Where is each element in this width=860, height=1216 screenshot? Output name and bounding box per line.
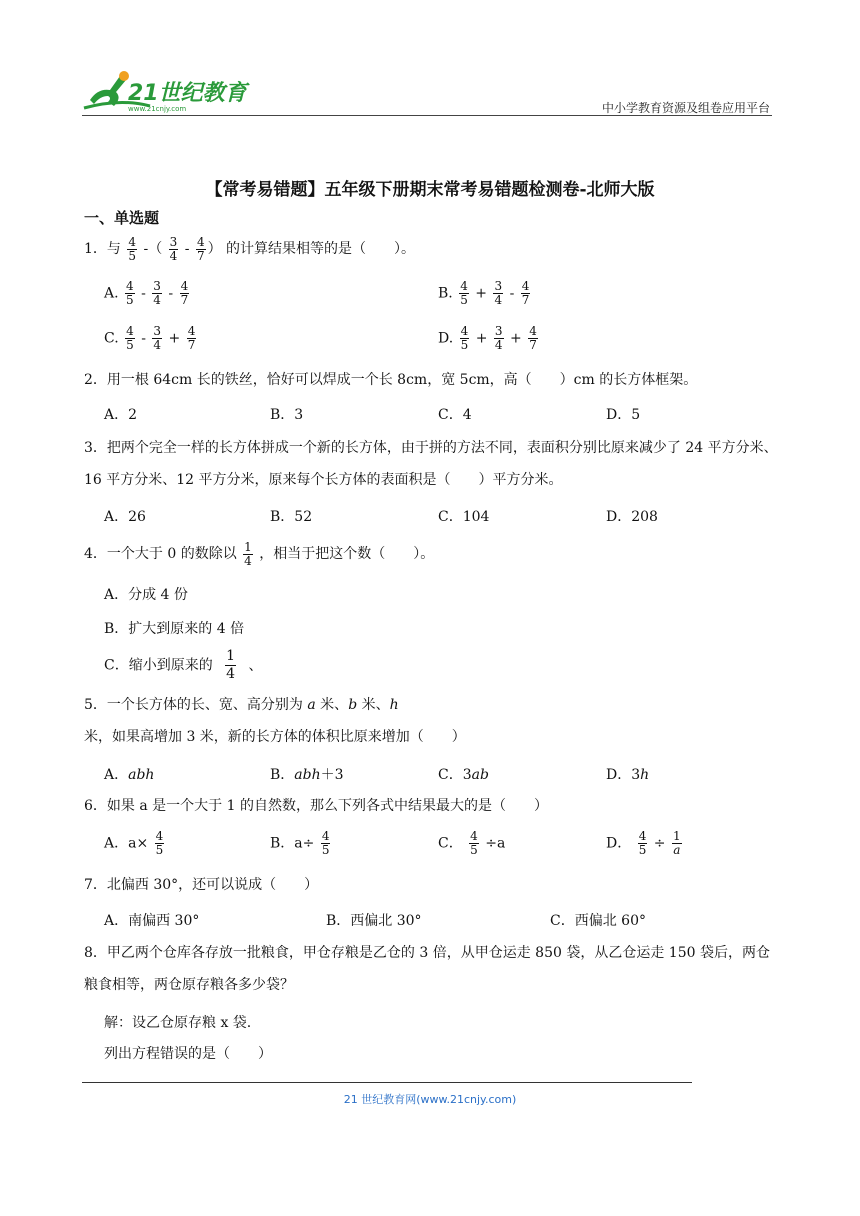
q7-option-c[interactable]: C．西偏北 60°	[550, 913, 646, 929]
q5-option-d[interactable]: D．3h	[606, 767, 650, 783]
q8-ask: 列出方程错误的是（ ）	[104, 1046, 272, 1062]
question-1: 1．与 $\frac{4}{5}$ -（ $\frac{3}{4}$ - $\frac{4}{7}$ ） 的计算结果相等的是（ ）。	[84, 234, 416, 263]
q3-option-d[interactable]: D．208	[606, 509, 658, 525]
header-divider	[82, 115, 772, 116]
footer-link[interactable]: 21 世纪教育网(www.21cnjy.com)	[343, 1093, 517, 1106]
question-4: 4．一个大于 0 的数除以 $\frac{1}{4}$ ，相当于把这个数（ ）。	[84, 539, 435, 568]
question-7: 7．北偏西 30°，还可以说成（ ）	[84, 877, 319, 893]
q6-option-a[interactable]: A．a× $\frac{4}{5}$	[104, 829, 164, 857]
q2-option-b[interactable]: B．3	[270, 407, 304, 423]
page-title: 【常考易错题】五年级下册期末常考易错题检测卷-北师大版	[205, 180, 655, 200]
question-5: 5．一个长方体的长、宽、高分别为 a 米、b 米、h 米，如果高增加 3 米，新的长方体的体积比原来增加（ ）	[84, 697, 466, 745]
q5-option-b[interactable]: B．abh＋3	[270, 767, 344, 783]
logo	[80, 68, 250, 114]
q2-option-d[interactable]: D．5	[606, 407, 641, 423]
svg-text:21世纪教育: 21世纪教育	[128, 81, 247, 106]
q1-option-d[interactable]: D. $\frac{4}{5}$ + $\frac{3}{4}$ + $\frac{4}{7}$	[438, 324, 537, 352]
q7-option-a[interactable]: A．南偏西 30°	[104, 913, 200, 929]
q8-solution-setup: 解：设乙仓原存粮 x 袋.	[104, 1015, 252, 1031]
q5-option-c[interactable]: C．3ab	[438, 767, 489, 783]
q4-option-b[interactable]: B．扩大到原来的 4 倍	[104, 621, 245, 637]
q7-option-b[interactable]: B．西偏北 30°	[326, 913, 422, 929]
q6-option-b[interactable]: B．a÷ $\frac{4}{5}$	[270, 829, 330, 857]
q5-option-a[interactable]: A．abh	[104, 767, 155, 783]
footer-divider	[82, 1082, 692, 1083]
q2-option-a[interactable]: A．2	[104, 407, 138, 423]
q1-option-b[interactable]: B. $\frac{4}{5}$ + $\frac{3}{4}$ - $\frac{4}{7}$	[438, 279, 530, 307]
question-8: 8．甲乙两个仓库各存放一批粮食，甲仓存粮是乙仓的 3 倍，从甲仓运走 850 袋，从乙仓运走 150 袋后，两仓粮食相等，两仓原存粮各多少袋？	[84, 945, 770, 993]
q6-option-d[interactable]: D． $\frac{4}{5}$ ÷ $\frac{1}{a}$	[606, 829, 681, 857]
question-3: 3．把两个完全一样的长方体拼成一个新的长方体，由于拼的方法不同，表面积分别比原来减少了 24 平方分米、16 平方分米、12 平方分米，原来每个长方体的表面积是（ ）平方分米。	[84, 440, 778, 488]
platform-label: 中小学教育资源及组卷应用平台	[601, 101, 770, 115]
q3-option-b[interactable]: B．52	[270, 509, 313, 525]
q4-option-a[interactable]: A．分成 4 份	[104, 587, 188, 603]
q6-option-c[interactable]: C． $\frac{4}{5}$ ÷a	[438, 829, 506, 857]
runner-logo-icon	[80, 68, 250, 114]
q1-option-a[interactable]: A. $\frac{4}{5}$ - $\frac{3}{4}$ - $\frac{4}{7}$	[104, 279, 189, 307]
svg-text:www.21cnjy.com: www.21cnjy.com	[128, 105, 187, 113]
q3-option-a[interactable]: A．26	[104, 509, 146, 525]
q1-option-c[interactable]: C. $\frac{4}{5}$ - $\frac{3}{4}$ + $\frac{4}{7}$	[104, 324, 196, 352]
question-2: 2．用一根 64cm 长的铁丝，恰好可以焊成一个长 8cm，宽 5cm，高（ ）cm 的长方体框架。	[84, 372, 698, 388]
q3-option-c[interactable]: C．104	[438, 509, 490, 525]
q4-option-c[interactable]: C．缩小到原来的 $\frac{1}{4}$ 、	[104, 648, 263, 682]
question-6: 6．如果 a 是一个大于 1 的自然数，那么下列各式中结果最大的是（ ）	[84, 798, 548, 814]
section-heading: 一、单选题	[84, 209, 160, 227]
q2-option-c[interactable]: C．4	[438, 407, 472, 423]
